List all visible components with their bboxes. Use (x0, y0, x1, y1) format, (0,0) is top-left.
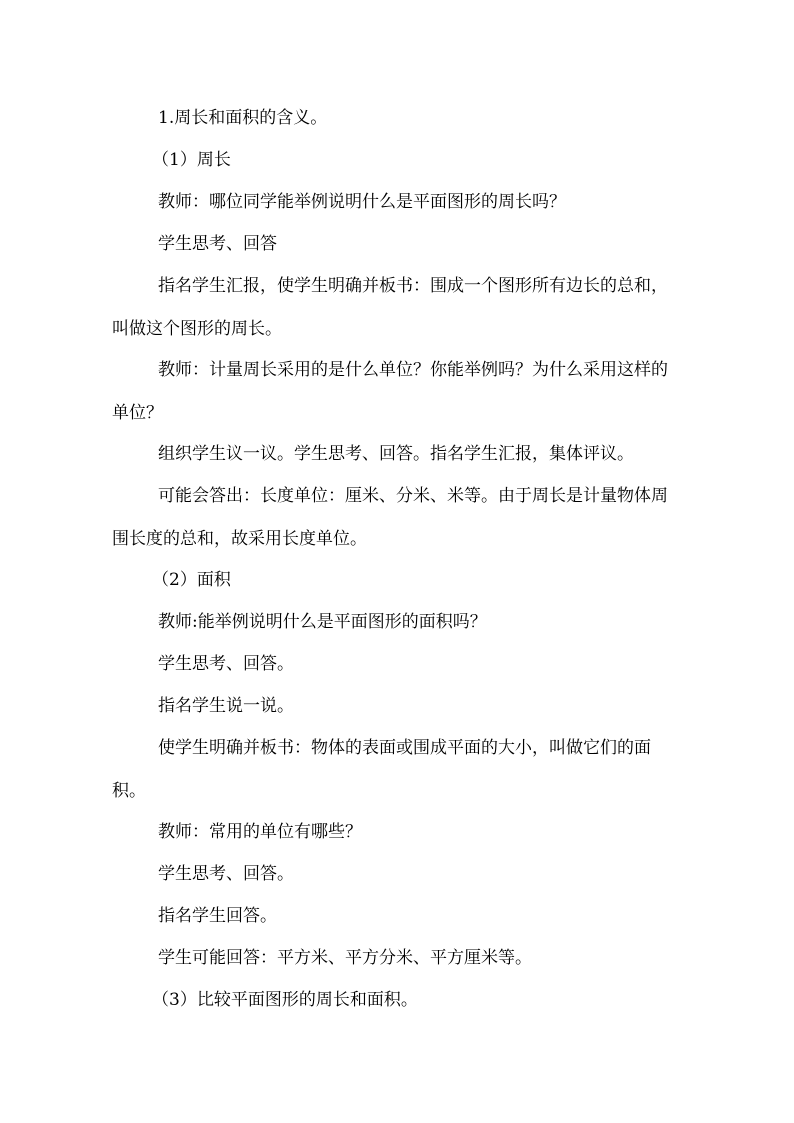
paragraph-students-think: 学生思考、回答 (158, 234, 277, 254)
paragraph-area-units: 学生可能回答：平方米、平方分米、平方厘米等。 (158, 948, 532, 968)
paragraph-perimeter-definition: 指名学生汇报，使学生明确并板书：围成一个图形所有边长的总和，叫做这个图形的周长。 (112, 276, 668, 339)
paragraph-subheading-area: （2）面积 (152, 570, 231, 590)
paragraph-subheading-perimeter: （1）周长 (152, 150, 231, 170)
paragraph-compare-heading: （3）比较平面图形的周长和面积。 (152, 990, 418, 1010)
paragraph-students-answer-2: 学生思考、回答。 (158, 864, 294, 884)
paragraph-discussion: 组织学生议一议。学生思考、回答。指名学生汇报，集体评议。 (158, 444, 634, 464)
paragraph-teacher-question-area: 教师:能举例说明什么是平面图形的面积吗？ (158, 612, 487, 632)
paragraph-teacher-question-perimeter: 教师：哪位同学能举例说明什么是平面图形的周长吗？ (158, 192, 566, 212)
paragraph-length-units: 可能会答出：长度单位：厘米、分米、米等。由于周长是计量物体周围长度的总和，故采用长度单位。 (112, 486, 668, 549)
paragraph-student-reply: 指名学生回答。 (158, 906, 277, 926)
paragraph-student-explain: 指名学生说一说。 (158, 696, 294, 716)
paragraph-heading-1: 1.周长和面积的含义。 (158, 108, 328, 128)
paragraph-teacher-question-area-units: 教师：常用的单位有哪些？ (158, 822, 362, 842)
paragraph-teacher-question-units: 教师：计量周长采用的是什么单位？你能举例吗？为什么采用这样的单位？ (112, 360, 668, 423)
paragraph-area-definition: 使学生明确并板书：物体的表面或围成平面的大小，叫做它们的面积。 (112, 738, 651, 801)
paragraph-students-answer-1: 学生思考、回答。 (158, 654, 294, 674)
